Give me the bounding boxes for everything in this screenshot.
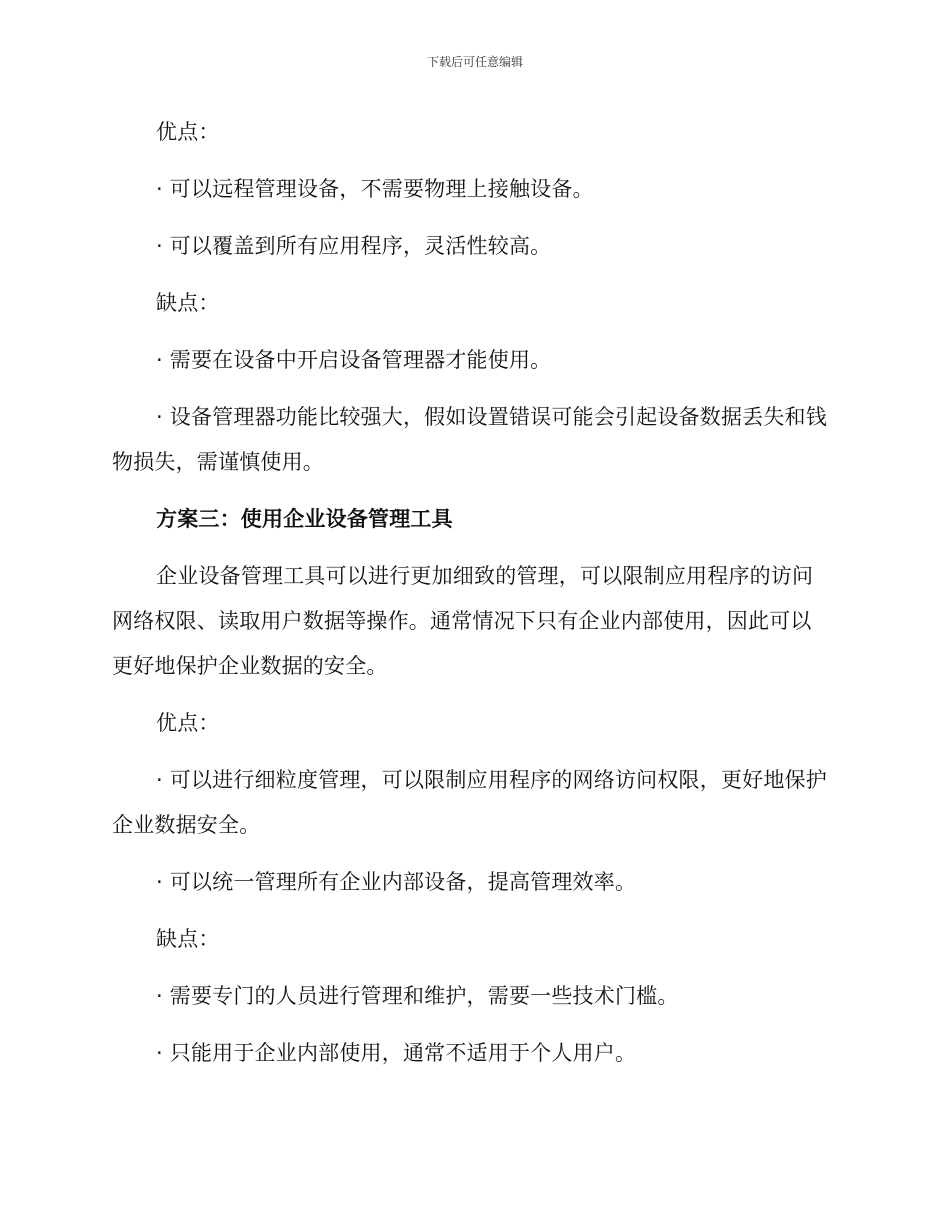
pro-item-coverage: · 可以覆盖到所有应用程序，灵活性较高。 <box>156 234 552 258</box>
con-item-enable-manager: · 需要在设备中开启设备管理器才能使用。 <box>156 348 552 372</box>
section-heading-plan-three: 方案三：使用企业设备管理工具 <box>156 507 453 531</box>
document-body <box>112 110 832 1076</box>
plan-three-description: 企业设备管理工具可以进行更加细致的管理，可以限制应用程序的访问网络权限、读取用户数据等操作。通常情况下只有企业内部使用，因此可以更好地保护企业数据的安全。 <box>112 564 814 678</box>
pro-item-fine-grained: · 可以进行细粒度管理，可以限制应用程序的网络访问权限，更好地保护企业数据安全。 <box>112 768 827 837</box>
page-header-note: 下载后可任意编辑 <box>426 55 523 69</box>
con-item-enterprise-only: · 只能用于企业内部使用，通常不适用于个人用户。 <box>156 1041 637 1065</box>
cons-label: 缺点： <box>156 291 220 315</box>
pro-item-unified: · 可以统一管理所有企业内部设备，提高管理效率。 <box>156 870 637 894</box>
con-item-staff: · 需要专门的人员进行管理和维护，需要一些技术门槛。 <box>156 984 679 1008</box>
pro-item-remote: · 可以远程管理设备，不需要物理上接触设备。 <box>156 177 594 201</box>
pros-label: 优点： <box>156 120 220 144</box>
pros-label-plan-three: 优点： <box>156 711 220 735</box>
con-item-risk: · 设备管理器功能比较强大，假如设置错误可能会引起设备数据丢失和钱物损失，需谨慎使用。 <box>112 405 827 474</box>
cons-label-plan-three: 缺点： <box>156 927 220 951</box>
